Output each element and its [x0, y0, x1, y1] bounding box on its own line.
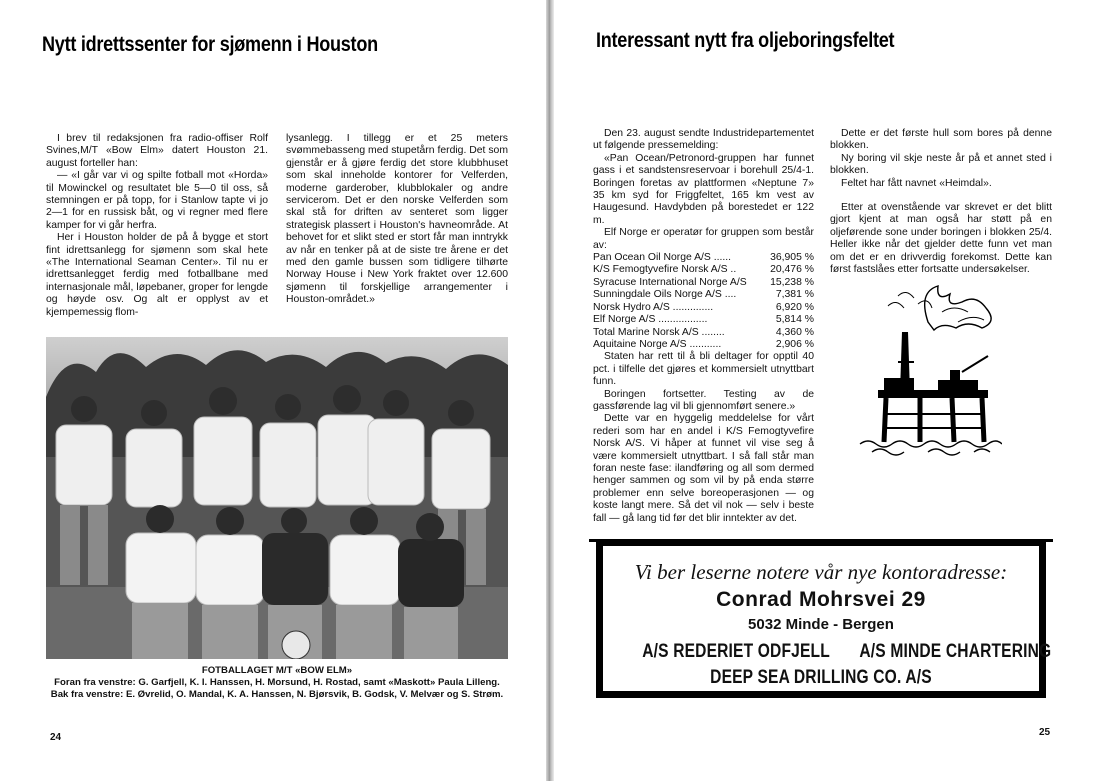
- table-row: K/S Femogtyvefire Norsk A/S .. 20,476 %: [593, 264, 814, 276]
- table-row: Total Marine Norsk A/S ........ 4,360 %: [593, 326, 814, 338]
- right-column-2: [830, 128, 1052, 276]
- paragraph: Elf Norge er operatør for gruppen som består av:: [593, 227, 814, 251]
- caption-text: Foran fra venstre: G. Garfjell, K. I. Hanssen, H. Morsund, H. Rostad, samt «Maskott» Paula Lilleng. Bak fra venstre: E. Øvrelid, O. Mandal, K. A. Hanssen, N. Bjørsvik, B. Godsk, V. Melvær og S. Strøm.: [50, 677, 504, 700]
- table-row: Elf Norge A/S ................. 5,814 %: [593, 314, 814, 326]
- paragraph: Dette er det første hull som bores på denne blokken.: [830, 128, 1052, 152]
- table-row: Norsk Hydro A/S .............. 6,920 %: [593, 301, 814, 313]
- team-photo: [46, 337, 508, 659]
- table-row: Pan Ocean Oil Norge A/S ...... 36,905 %: [593, 252, 814, 264]
- paragraph: Etter at ovenstående var skrevet er det blitt gjort kjent at man også har støtt på en oljeførende sone under boringen i blokken 25/4. Heller ikke når det gjelder dette funn vet man om det er en drivverdig forekomst. Dette kan først fastslåes etter fortsatte undersøkelser.: [830, 202, 1052, 276]
- team-photo-illustration: [46, 337, 508, 659]
- paragraph: I brev til redaksjonen fra radio-offiser Rolf Svines,M/T «Bow Elm» datert Houston 21. august forteller han:: [46, 133, 268, 169]
- group-table: [593, 252, 814, 351]
- paragraph: Den 23. august sendte Industridepartementet ut følgende pressemelding:: [593, 128, 814, 152]
- left-column-1: [46, 133, 268, 319]
- paragraph: Feltet har fått navnet «Heimdal».: [841, 177, 992, 189]
- photo-caption: [46, 665, 508, 701]
- left-column-2: [286, 133, 508, 307]
- paragraph: Staten har rett til å bli deltager for opptil 40 pct. i tilfelle det gjøres et kommersielt utnyttbart funn.: [593, 351, 814, 388]
- ad-street: Conrad Mohrsvei 29: [716, 588, 926, 611]
- ad-intro: Vi ber leserne notere vår nye kontoradresse:: [634, 560, 1008, 584]
- right-headline: Interessant nytt fra oljeboringsfeltet: [596, 29, 895, 52]
- caption-title: FOTBALLAGET M/T «BOW ELM»: [201, 665, 353, 676]
- paragraph: «Pan Ocean/Petronord-gruppen har funnet gass i et sandstensreservoar i borehull 25/4-1. Boringen foretas av plattformen «Neptune 7» 35 km syd for Friggfeltet, 165 km vest av Haugesund. Havdybden på borestedet er 122 m.: [593, 152, 814, 226]
- paragraph: Ny boring vil skje neste år på et annet sted i blokken.: [830, 152, 1052, 177]
- right-column-1: [593, 128, 814, 525]
- paragraph: lysanlegg. I tillegg er et 25 meters svømmebasseng med stupetårn ferdig. Det som gjenstår er å gjøre ferdig det store klubbhuset som skal inneholde kontorer for Velferden, moderne garderober, klubblokaler og andre servicerom. Det er den norske Velferden som skal stå for driften av senteret som ligger strategisk plassert i Houston's havneområde. At behovet for et slikt sted er stort får man inntrykk av når en tenker på at de siste tre årene er det med den gamle bussen som tidligere tilhørte Norway House i New York fraktet over 12.600 sjømenn til forskjellige arrangementer i Houston-området.»: [286, 133, 508, 306]
- paragraph: Her i Houston holder de på å bygge et stort fint idrettsanlegg for sjømenn som skal hete «The International Seaman Center». Til nu er idrettsanlegget ferdig med fotballbane med internasjonale mål, løpebaner, groper for lengde og høyde osv. Og alt er opplyst av et kjempemessig flom-: [46, 232, 268, 318]
- page-spine: [546, 0, 554, 781]
- ad-company-row-1: [642, 641, 1052, 663]
- ad-company-2: A/S MINDE CHARTERING: [859, 641, 1052, 662]
- ad-company-3: DEEP SEA DRILLING CO. A/S: [710, 667, 932, 688]
- table-row: Sunningdale Oils Norge A/S .... 7,381 %: [593, 289, 814, 301]
- table-row: Syracuse International Norge A/S 15,238 %: [593, 276, 814, 288]
- left-headline: Nytt idrettssenter for sjømenn i Houston: [42, 33, 378, 56]
- ad-company-1: A/S REDERIET ODFJELL: [642, 641, 830, 662]
- address-ad-box: [596, 540, 1052, 698]
- paragraph: Boringen fortsetter. Testing av de gassførende lag vil bli gjennomført senere.»: [593, 388, 814, 412]
- page-number-right: 25: [1039, 727, 1051, 738]
- table-row: Aquitaine Norge A/S ........... 2,906 %: [593, 338, 814, 350]
- oil-rig-illustration: [858, 282, 1002, 458]
- paragraph: — «I går var vi og spilte fotball mot «Horda» til Mowinckel og resultatet ble 5—0 til oss, så stemningen er på topp, for i Stanlow tapte vi jo 2—1 for en russisk båt, og vi regner med flere kamper for vi går herfra.: [46, 170, 268, 231]
- ad-city: 5032 Minde - Bergen: [748, 616, 894, 633]
- page-number-left: 24: [50, 732, 62, 743]
- paragraph: Dette var en hyggelig meddelelse for vårt rederi som har en andel i K/S Femogtyvefire Norsk A/S. Vi håper at funnet vil vise seg å være kommersielt utnyttbart. I så fall står man foran neste fase: ilandføring og all som dermed henger sammen og som vil by på enda større problemer enn selve boreoperasjonen — og koste langt mere. Så det vil nok — selv i beste fall — gå lang tid før det blir inntekter av det.: [593, 413, 814, 524]
